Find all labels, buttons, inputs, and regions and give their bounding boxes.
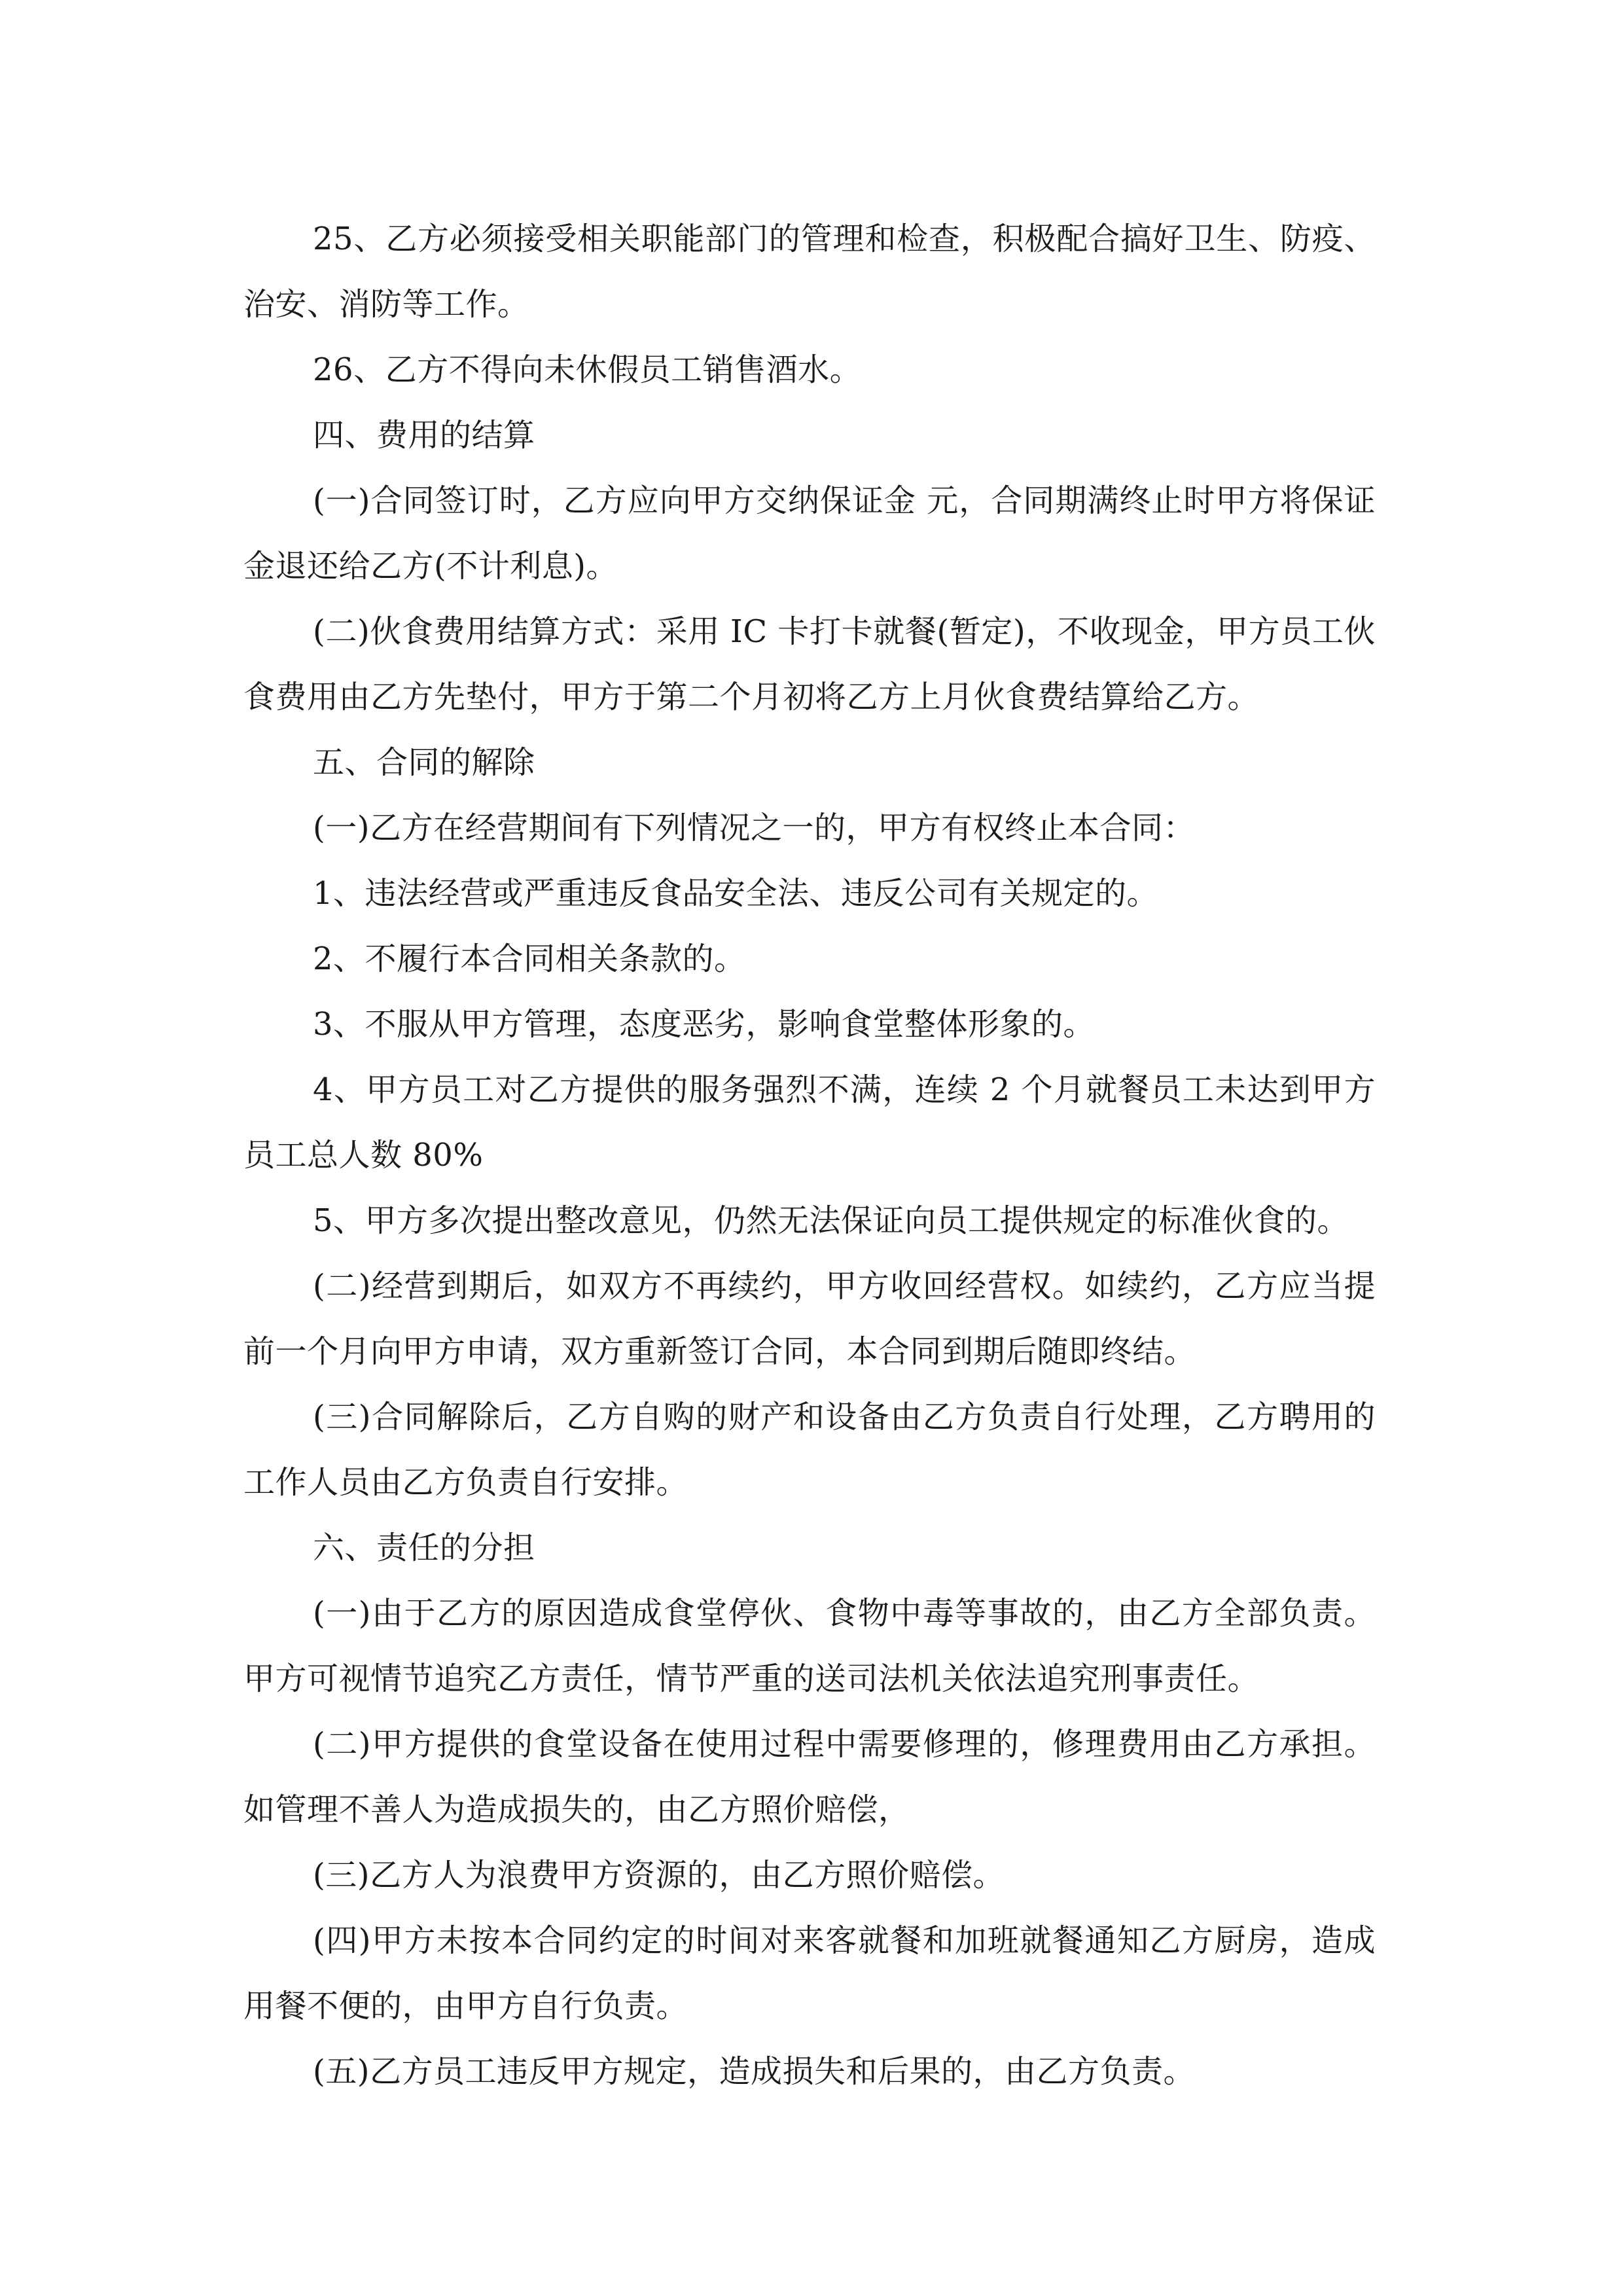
termination-item-5: 5、甲方多次提出整改意见，仍然无法保证向员工提供规定的标准伙食的。 bbox=[313, 1202, 1349, 1239]
settlement-clause-2: (二)伙食费用结算方式：采用 IC 卡打卡就餐(暂定)，不收现金，甲方员工伙食费用由乙方先垫付，甲方于第二个月初将乙方上月伙食费结算给乙方。 bbox=[243, 613, 1376, 715]
termination-clause-2: (二)经营到期后，如双方不再续约，甲方收回经营权。如续约，乙方应当提前一个月向甲方申请，双方重新签订合同，本合同到期后随即终结。 bbox=[243, 1268, 1376, 1370]
termination-item-4: 4、甲方员工对乙方提供的服务强烈不满，连续 2 个月就餐员工未达到甲方员工总人数 80% bbox=[243, 1071, 1376, 1174]
liability-clause-1: (一)由于乙方的原因造成食堂停伙、食物中毒等事故的，由乙方全部负责。甲方可视情节追究乙方责任，情节严重的送司法机关依法追究刑事责任。 bbox=[243, 1595, 1376, 1697]
liability-clause-3: (三)乙方人为浪费甲方资源的，由乙方照价赔偿。 bbox=[313, 1857, 1005, 1893]
liability-clause-2: (二)甲方提供的食堂设备在使用过程中需要修理的，修理费用由乙方承担。如管理不善人为造成损失的，由乙方照价赔偿， bbox=[243, 1726, 1376, 1828]
termination-item-1: 1、违法经营或严重违反食品安全法、违反公司有关规定的。 bbox=[313, 875, 1159, 912]
settlement-clause-1: (一)合同签订时，乙方应向甲方交纳保证金 元，合同期满终止时甲方将保证金退还给乙方(不计利息)。 bbox=[243, 482, 1376, 584]
clause-26: 26、乙方不得向未休假员工销售酒水。 bbox=[313, 351, 862, 388]
section-heading-liability: 六、责任的分担 bbox=[313, 1530, 535, 1566]
termination-clause-3: (三)合同解除后，乙方自购的财产和设备由乙方负责自行处理，乙方聘用的工作人员由乙方负责自行安排。 bbox=[243, 1399, 1376, 1501]
clause-25: 25、乙方必须接受相关职能部门的管理和检查，积极配合搞好卫生、防疫、治安、消防等工作。 bbox=[243, 221, 1376, 323]
liability-clause-4: (四)甲方未按本合同约定的时间对来客就餐和加班就餐通知乙方厨房，造成用餐不便的，由甲方自行负责。 bbox=[243, 1922, 1376, 2024]
termination-clause-1: (一)乙方在经营期间有下列情况之一的，甲方有权终止本合同： bbox=[313, 810, 1195, 846]
document-body bbox=[243, 206, 1376, 2104]
termination-item-2: 2、不履行本合同相关条款的。 bbox=[313, 941, 746, 977]
liability-clause-5: (五)乙方员工违反甲方规定，造成损失和后果的，由乙方负责。 bbox=[313, 2053, 1195, 2090]
termination-item-3: 3、不服从甲方管理，态度恶劣，影响食堂整体形象的。 bbox=[313, 1006, 1096, 1043]
section-heading-termination: 五、合同的解除 bbox=[313, 744, 535, 781]
section-heading-settlement: 四、费用的结算 bbox=[313, 417, 535, 454]
